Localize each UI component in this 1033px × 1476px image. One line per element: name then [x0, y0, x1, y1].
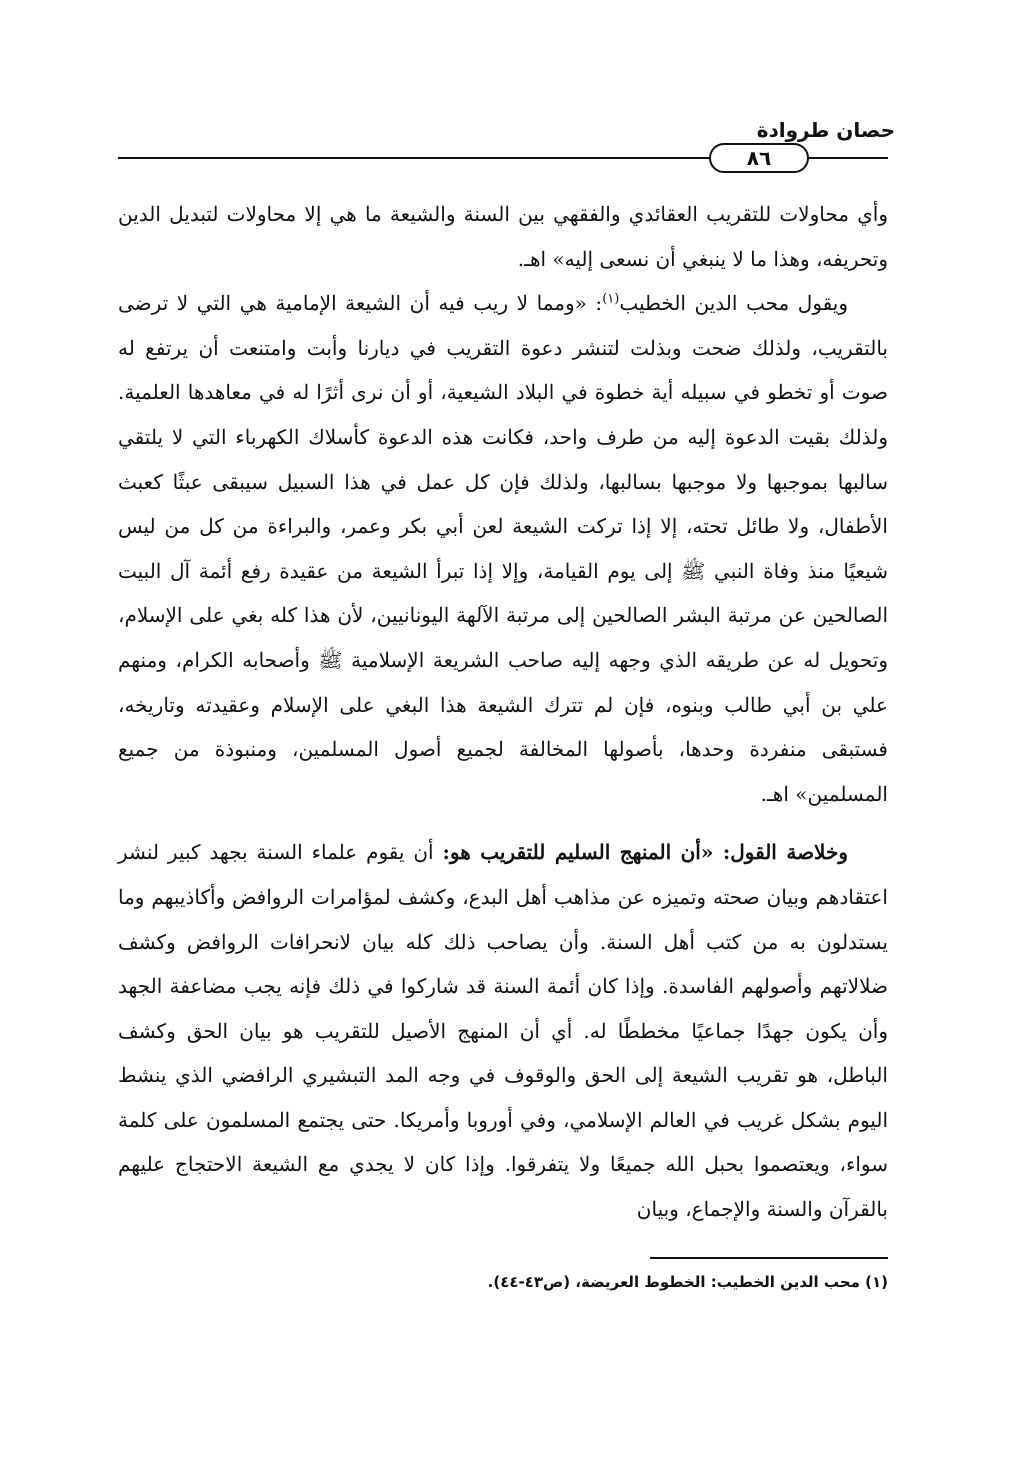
footnote-reference[interactable]: (١): [602, 291, 620, 307]
page-number-badge: [709, 143, 809, 173]
page-number: ٨٦: [746, 146, 772, 170]
paragraph-3-lead: وخلاصة القول: «أن المنهج السليم للتقريب هو:: [442, 840, 849, 865]
paragraph-3-rest: أن يقوم علماء السنة بجهد كبير لنشر اعتقادهم وبيان صحته وتميزه عن مذاهب أهل البدع، وكشف لمؤامرات الروافض وأكاذيبهم وما يستدلون به من كتب أهل السنة. وأن يصاحب ذلك كله بيان لانحرافات الروافض وكشف ضلالاتهم وأصولهم الفاسدة. وإذا كان أئمة السنة قد شاركوا في ذلك فإنه يجب مضاعفة الجهد وأن يكون جهدًا جماعيًا مخططًا له. أي أن المنهج الأصيل للتقريب هو بيان الحق وكشف الباطل، هو تقريب الشيعة إلى الحق والوقوف في وجه المد التبشيري الرافضي الذي ينشط اليوم بشكل غريب في العالم الإسلامي، وفي أوروبا وأمريكا. حتى يجتمع المسلمون على كلمة سواء، ويعتصموا بحبل الله جميعًا ولا يتفرقوا. وإذا كان لا يجدي مع الشيعة الاحتجاج عليهم بالقرآن والسنة والإجماع، وبيان: [118, 840, 888, 1222]
paragraph-3: [118, 830, 888, 1231]
paragraph-1: وأي محاولات للتقريب العقائدي والفقهي بين السنة والشيعة ما هي إلا محاولات لتبديل الدين وتحريفه، وهذا ما لا ينبغي أن نسعى إليه» اهـ.: [118, 202, 888, 271]
paragraph-2: [118, 281, 888, 816]
paragraph-2-rest: : «ومما لا ريب فيه أن الشيعة الإمامية هي التي لا ترضى بالتقريب، ولذلك ضحت وبذلت لتنشر دعوة التقريب في ديارنا وأبت وامتنعت أن يرتفع له صوت أو تخطو في سبيله أية خطوة في البلاد الشيعية، أو أن نرى أثرًا له في معاهدها العلمية. ولذلك بقيت الدعوة إليه من طرف واحد، فكانت هذه الدعوة كأسلاك الكهرباء التي لا يلتقي سالبها بموجبها ولا موجبها بسالبها، ولذلك فإن كل عمل في هذا السبيل سيبقى عبثًا كعبث الأطفال، ولا طائل تحته، إلا إذا تركت الشيعة لعن أبي بكر وعمر، والبراءة من كل من ليس شيعيًا منذ وفاة النبي ﷺ إلى يوم القيامة، وإلا إذا تبرأ الشيعة من عقيدة رفع أئمة آل البيت الصالحين عن مرتبة البشر الصالحين إلى مرتبة الآلهة اليونانيين، لأن هذا كله بغي على الإسلام، وتحويل له عن طريقه الذي وجهه إليه صاحب الشريعة الإسلامية ﷺ وأصحابه الكرام، ومنهم علي بن أبي طالب وبنوه، فإن لم تترك الشيعة هذا البغي على الإسلام وعقيدته وتاريخه، فستبقى منفردة وحدها، بأصولها المخالفة لجميع أصول المسلمين، ومنبوذة من جميع المسلمين» اهـ.: [118, 291, 888, 806]
body-text: [118, 192, 888, 1232]
footnote: (١) محب الدين الخطيب: الخطوط العريضة، (ص٤٣-٤٤).: [487, 1273, 888, 1291]
footnote-rule: [650, 1257, 888, 1259]
running-header-title: حصان طروادة: [756, 118, 895, 142]
paragraph-2-start: ويقول محب الدين الخطيب: [619, 291, 849, 316]
